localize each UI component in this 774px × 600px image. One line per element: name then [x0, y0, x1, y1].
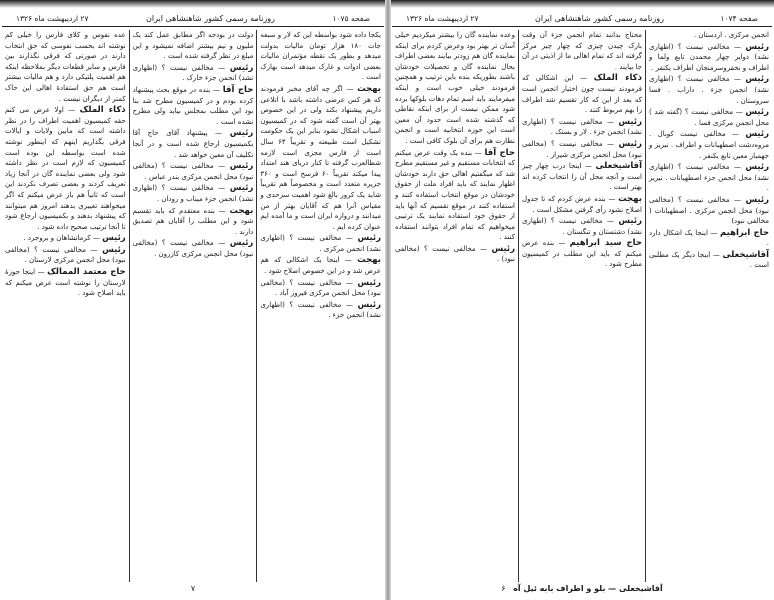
- paragraph-text: — مخالفی نیست ؟ (اظهاری نشد) محل انجمن جزء اصطهبانات . نیریز .: [649, 163, 769, 193]
- paragraph: [522, 117, 642, 138]
- speaker-name: رئیس: [491, 243, 516, 254]
- speaker-name: حاج آقا: [484, 147, 515, 158]
- paragraph-text: — مخالفی نیست ؟ (مخالفی نبود) محل انجمن مرکزی لارستان .: [4, 245, 126, 265]
- paragraph-text: — مخالفی نیست ؟ (مخالفی نبود) محل انجمن مرکزی کازرون .: [132, 239, 254, 258]
- speaker-name: رئیس: [745, 107, 769, 118]
- issue-date: ۲۷ اردیبهشت ماه ۱۳۲۶: [16, 13, 89, 23]
- speaker-name: رئیس: [745, 129, 769, 140]
- speaker-name: ذکاء الملک: [79, 105, 126, 116]
- folio-number: ۷: [190, 584, 196, 593]
- paragraph-text: — مخالفی نیست ؟ (اظهاری نشد) دوایر چهار محمدن تابع ولما و اطراف و نخفروسرمنجان اطراف یکنفر .: [649, 42, 769, 72]
- newspaper-title: روزنامه رسمی کشور شاهنشاهی ایران: [145, 13, 275, 23]
- speaker-name: رئیس: [229, 161, 254, 172]
- speaker-name: رئیس: [102, 244, 126, 255]
- page-number: صفحه ۱۰۷۴: [720, 13, 758, 23]
- paragraph-text: — مخالفی نیست ؟ (مخالفی نبود) محل انجمن مرکزی بندر عباس .: [132, 162, 254, 181]
- speaker-name: رئیس: [357, 233, 382, 244]
- paragraph: [5, 245, 126, 266]
- paragraph: [133, 238, 254, 259]
- speaker-name: بهجت: [357, 255, 381, 266]
- paragraph: [5, 267, 126, 299]
- paragraph-text: عده نفوس و کلای فارس را خیلی کم نوشته اند بحسب نفوسی که حق انتخاب دارند در صورتی که فرقی نگذارند بین فارس و سایر قطعات دیگر بملاحظه اینکه هم اهمیت پلتیکی دارد و هم مالیات بیشتر است هم حق استفادهٔ اهالی این خاک کمتر از دیگران نیست .: [4, 31, 126, 103]
- paragraph-text: — اگر چه آقای مخبر فرمودند که هر کس عرضی داشته باشد با اتلاعی داریم پیشنهاد بکند ولی در این خصوص بهتر آن است گفته شود که در کمیسیون اسباب اشکال نشود بنابر این یک حکومت تشکیل است طبیعته و تقریباً ۶۴ سال است از فارس مجزی است لازمه شطالعرب گرفته تا کنار دریای هند امتداد پیدا میکند تقریباً ۶۰ فرسخ است و ۳۶۰ جزیره متعدد است و مخصوصاً هم تقریباً شاید یک کرور بالغ شود اهمیت سرحدی و مقیاس آنرا هم که آقایان بهتر از من میدانند و دروازه ایران است و ما آمده ایم عنوان کرده ایم .: [260, 84, 382, 231]
- speaker-name: رئیس: [229, 238, 254, 249]
- paragraph-text: — مخالفی نیست ؟ (اظهاری نشد) انجمن جزء . لار و بستک .: [522, 117, 642, 137]
- paragraph-text: انجمن مرکزی . اردستان .: [693, 31, 769, 39]
- speaker-name: رئیس: [745, 162, 769, 173]
- paragraph: [649, 195, 769, 227]
- paragraph-text: محتاج بدانند تمام انجمن جزء آن وقت بارک چیدن چیزی که چهار چیز مرکز گرفته اند که تمام اهالی ما از اذیتی در آن جا بیایند .: [522, 31, 642, 71]
- paragraph: [522, 30, 642, 72]
- paragraph: [649, 30, 769, 41]
- paragraph: [133, 85, 254, 127]
- paragraph-text: — مخالفی نیست ؟ (اظهاری نشد) دشتستان و تنگستان .: [522, 217, 642, 236]
- paragraph: [649, 107, 769, 128]
- paragraph-text: — مخالفی نیست ؟ (اظهاری نشد) انجمن مرکزی .: [260, 234, 381, 253]
- page-fold: [385, 0, 391, 600]
- speaker-name: حاج آقا: [222, 84, 254, 95]
- speaker-name: رئیس: [229, 128, 254, 139]
- paragraph: [260, 30, 381, 83]
- speaker-name: رئیس: [229, 62, 254, 73]
- paragraph-text: — اینجا دیگر یک مطلبی است .: [649, 250, 769, 270]
- page-header: [2, 10, 384, 27]
- text-columns: [392, 30, 772, 582]
- paragraph: [395, 244, 515, 265]
- paragraph-text: — مخالفی نیست ؟ (اظهاری نشد) انجمن جزء . داراب . فسا سروستان .: [649, 75, 769, 105]
- page-number: صفحه ۱۰۷۵: [332, 13, 370, 23]
- speaker-name: رئیس: [102, 233, 126, 244]
- paragraph: [649, 129, 769, 161]
- speaker-name: رئیس: [745, 74, 769, 85]
- paragraph-text: — مخالفی نیست ؟ (مخالفی نبود) محل انجمن مرکزی . اصطهبانات ( مخالفی نبود): [649, 195, 769, 226]
- paragraph-text: — مخالفی نیست کوبال . مروه‌دشت اصطهبانات و اطراف . نیریز و جهمبار معین تابع یکنفر .: [649, 130, 769, 160]
- newspaper-title: روزنامه رسمی کشور شاهنشاهی ایران: [534, 13, 664, 23]
- speaker-name: رئیس: [745, 41, 769, 52]
- paragraph: [260, 255, 381, 276]
- paragraph: [5, 105, 126, 232]
- speaker-name: حاج معتمد الممالک: [47, 267, 126, 278]
- paragraph-text: وعده نماینده گان را بیشتر میکردیم خیلی آسان تر بهتر بود وعرض کردم برای اینکه نماینده گان هم زودتر بیایند بعضی اطراف بحال نماینده گان و تحصیلات خودشان باشند بطوریکه بنده باین ترتیب و همچنین فرمودند خیلی خوب است و اینکه میفرمایند باید اسم تمام دهات بلوکها برده شود ممکن نیست از برای اینکه نقاطی که گذشته شده است حدود آن معین است این حوزه انتخابیه است و انجمن نظارت هم برای آن بلوک کافی است .: [395, 31, 515, 145]
- speaker-name: رئیس: [618, 116, 642, 127]
- paragraph-text: — بنده معتقدم که باید تقسیم شود و این مطلب را آقایان هم تصدیق دارند .: [132, 206, 254, 236]
- paragraph: [133, 206, 254, 238]
- paragraph: [133, 183, 254, 204]
- paragraph: [522, 139, 642, 160]
- paragraph: [5, 30, 126, 104]
- paragraph-text: — مخالفی نیست ؟ (مخالفی نبود) .: [395, 244, 515, 264]
- paragraph: [260, 233, 381, 254]
- speaker-name: رئیس: [357, 299, 382, 310]
- paragraph-text: — اینجا یک اشکال دارد .: [649, 228, 769, 248]
- speaker-name: آقاشیخعلی: [722, 249, 769, 260]
- paragraph: [649, 228, 769, 249]
- paragraph-text: — بنده در موقع بحث پیشنهاد کرده بودم و در کمیسیون مطرح شد بنا بود این مطلب بمجلس بیاید ولی مطرح نشده است .: [132, 85, 254, 126]
- text-columns: [2, 30, 384, 582]
- speaker-name: رئیس: [618, 138, 643, 149]
- paragraph: [522, 238, 642, 270]
- paragraph-text: — بنده عرض کردم که تا جدول اصلاح نشود رأی گرفتن مشکل است .: [522, 194, 642, 214]
- speaker-name: حاج ابراهیم: [719, 227, 769, 238]
- issue-date: ۲۷ اردیبهشت ماه ۱۳۲۶: [406, 13, 479, 23]
- paragraph: [395, 148, 515, 243]
- paragraph: [522, 194, 642, 215]
- folio-number: ۶: [501, 584, 506, 593]
- right-page: [392, 10, 772, 595]
- text-column: [129, 30, 257, 582]
- paragraph-text: — اینجا حوزهٔ لارستان را نوشته است عرض میکنم که باید اصلاح شود .: [4, 268, 126, 298]
- paragraph: [649, 74, 769, 106]
- paragraph: [649, 250, 769, 271]
- paragraph-text: — مخالفی نیست ؟ (اظهاری نشد) انجمن جزء میناب و رودان .: [132, 184, 254, 203]
- text-column: [518, 30, 645, 582]
- paragraph-text: یکجا داده شود بواسطه این که لار و سبعه جات ۱۸۰ هزار تومان مالیات بدولت میدهد و بطور یک نقطه مؤتمران مالیات بعضی ادوات و غارک میدهد است بهارک است .: [260, 31, 381, 82]
- paragraph: [5, 233, 126, 244]
- text-column: [392, 30, 518, 582]
- footer-heading: آقاشیخعلی — بلو و اطراف بابه ئیل آه: [513, 584, 663, 593]
- paragraph-text: — مخالفی نیست ؟ (اظهاری نشد) انجمن جزء خارک .: [132, 63, 254, 83]
- paragraph: [522, 161, 642, 193]
- speaker-name: رئیس: [745, 194, 770, 205]
- left-page: [2, 10, 384, 595]
- text-column: [2, 30, 129, 582]
- paragraph-text: — مخالفی نیست ؟ (اظهاری نشد) انجمن جزء .: [260, 300, 381, 320]
- footer-line: [392, 584, 772, 593]
- speaker-name: آقاشیخعلی: [595, 161, 642, 172]
- paragraph-text: — اولا عرض می کنم حقه کمیسیون اهمیت اطراف را در نظر داشته است که مابین ولایات و ایالات فرقی بگذاریم اینهم که اینطور نوشته شده است بواسطه این بوده است کمیسیون که لازم است در نظر داشته شود ولی بعضی نماینده گان در آنجا زیاد تعریف کردند و بعضی تصرف نکردند این است که ثانیاً هم باز عرض میکنم که اگر میخواهند تغییری بدهند امروز هم میتوانند که پیشنهاد بدهند و بکمیسیون ارجاع شود تا آنجا ترتیب صحیح داده شود .: [4, 106, 126, 231]
- paragraph-text: — بنده عرض میکنم که باید این مطلب در کمیسیون مطرح شود .: [522, 239, 642, 269]
- paragraph: [260, 278, 381, 299]
- paragraph-text: — مخالفی نیست ؟ (مخالفی نبود) محل انجمن مرکزی فیروز آباد .: [260, 278, 381, 298]
- speaker-name: بهجت: [229, 205, 254, 216]
- paragraph-text: — اینجا درب چهار چیز است و آنچه محل آن را انتخاب کرده اند بهتر است .: [522, 162, 642, 192]
- speaker-name: رئیس: [357, 277, 381, 288]
- paragraph: [133, 128, 254, 160]
- paragraph-text: — اینجا یک اشکالی که هم عرض شد و در این خصوص اصلاح شود .: [260, 256, 381, 276]
- paragraph: [395, 30, 515, 147]
- paragraph: [133, 63, 254, 84]
- text-column: [256, 30, 384, 582]
- paragraph: [133, 161, 254, 182]
- paragraph: [649, 162, 769, 194]
- speaker-name: حاج سید ابراهیم: [569, 238, 643, 249]
- paragraph: [522, 216, 642, 237]
- speaker-name: بهجت: [618, 193, 642, 204]
- paragraph: [649, 42, 769, 74]
- paragraph-text: دولت در بودجه اگر مطابق عمل کند یک ملیون و نیم بیشتر اضافه نمیشود و این مبلغ در نظر گرفته شده است .: [132, 31, 254, 61]
- paragraph: [260, 84, 381, 232]
- speaker-name: ذکاء الملک: [593, 73, 642, 84]
- paragraph: [133, 30, 254, 62]
- speaker-name: رئیس: [229, 183, 254, 194]
- paragraph-text: — پیشنهاد آقای حاج آقا بکمیسیون ارجاع شده است و در آنجا تکلیف آن معین خواهد شد .: [132, 129, 254, 159]
- speaker-name: بهجت: [357, 83, 381, 94]
- text-column: [645, 30, 772, 582]
- paragraph-text: — کرمانشاهان و بروجرد .: [23, 234, 100, 243]
- page-header: [392, 10, 772, 27]
- paragraph-text: — این اشکالی که فرمودند نیست چون اختیار انجمن است که بعد از این که کار تقسیم شد اطراف را بهم مربوط کنند .: [522, 74, 642, 115]
- paragraph-text: — مخالفی نیست ؟ (مخالفی نبود) محل انجمن مرکزی شیراز .: [522, 139, 642, 159]
- paragraph: [522, 73, 642, 115]
- paragraph-text: — بنده یک وقت عرض میکنم که انتخابات مستقیم و غیر مستقیم مطرح شد که میگفتیم اهالی حق دارند خودشان اظهار نمایند که باید افراد ملت از حقوق خودشان در موقع انتخاب استفاده کنند و استفاده کنند در موقع تقسیم که آنها باید از حقوق خود استفاده نمایند یک ترتیبی میخواهیم که تمام افراد بتوانند استفاده کنند .: [395, 148, 515, 242]
- paragraph: [260, 300, 381, 321]
- speaker-name: رئیس: [618, 216, 642, 227]
- paragraph-text: — مخالفی نیست ؟ (گفته شد ) محل انجمن مرکزی فسا .: [649, 108, 769, 127]
